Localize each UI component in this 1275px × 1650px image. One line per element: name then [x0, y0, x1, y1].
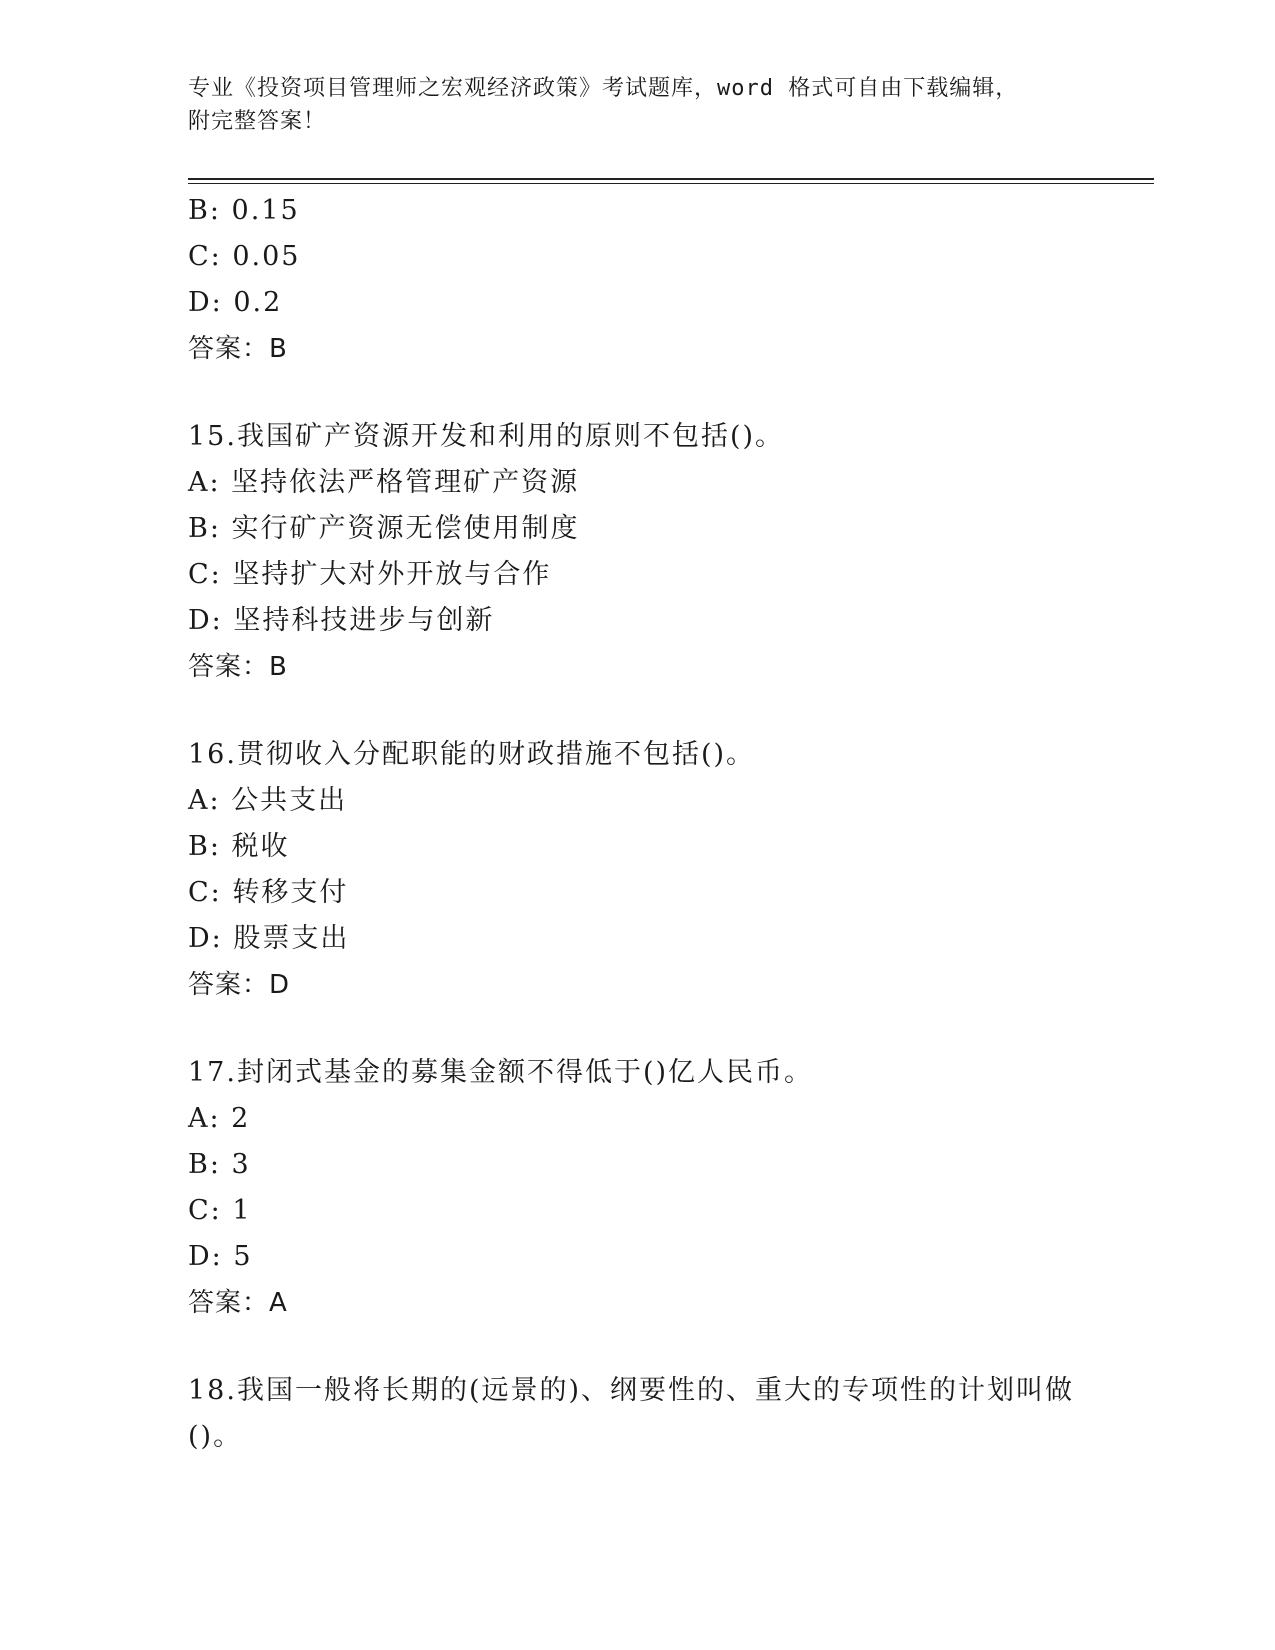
header-line-1: 专业《投资项目管理师之宏观经济政策》考试题库，word 格式可自由下载编辑，: [188, 76, 1019, 101]
option-b: B: 3: [188, 1149, 251, 1180]
option-b: B: 0.15: [188, 195, 300, 226]
option-b: B: 实行矿产资源无偿使用制度: [188, 513, 580, 544]
question-stem: 15.我国矿产资源开发和利用的原则不包括()。: [188, 421, 785, 452]
option-d: D: 0.2: [188, 287, 283, 318]
question-stem: 17.封闭式基金的募集金额不得低于()亿人民币。: [188, 1057, 814, 1088]
option-a: A: 坚持依法严格管理矿产资源: [188, 467, 580, 498]
question-stem: 16.贯彻收入分配职能的财政措施不包括()。: [188, 739, 756, 770]
option-c: C: 转移支付: [188, 877, 349, 908]
question-content: [188, 188, 1148, 1460]
partial-question: [188, 188, 1148, 372]
answer: 答案：D: [188, 970, 291, 1000]
document-header: [188, 72, 1068, 138]
header-rule-thick: [188, 178, 1154, 180]
question-stem-line-1: 18.我国一般将长期的(远景的)、纲要性的、重大的专项性的计划叫做: [188, 1375, 1075, 1406]
option-a: A: 公共支出: [188, 785, 348, 816]
answer: 答案：B: [188, 652, 288, 682]
option-c: C: 0.05: [188, 241, 301, 272]
question-15: [188, 414, 1148, 690]
question-18: [188, 1368, 1148, 1460]
question-17: [188, 1050, 1148, 1326]
option-c: C: 坚持扩大对外开放与合作: [188, 559, 552, 590]
option-d: D: 坚持科技进步与创新: [188, 605, 495, 636]
answer: 答案：A: [188, 1288, 288, 1318]
header-rule-thin: [188, 183, 1154, 184]
option-b: B: 税收: [188, 831, 290, 862]
option-d: D: 5: [188, 1241, 253, 1272]
option-d: D: 股票支出: [188, 923, 350, 954]
question-stem-line-2: ()。: [188, 1421, 243, 1452]
question-16: [188, 732, 1148, 1008]
option-a: A: 2: [188, 1103, 251, 1134]
option-c: C: 1: [188, 1195, 252, 1226]
answer: 答案：B: [188, 334, 288, 364]
header-line-2: 附完整答案！: [188, 109, 327, 134]
